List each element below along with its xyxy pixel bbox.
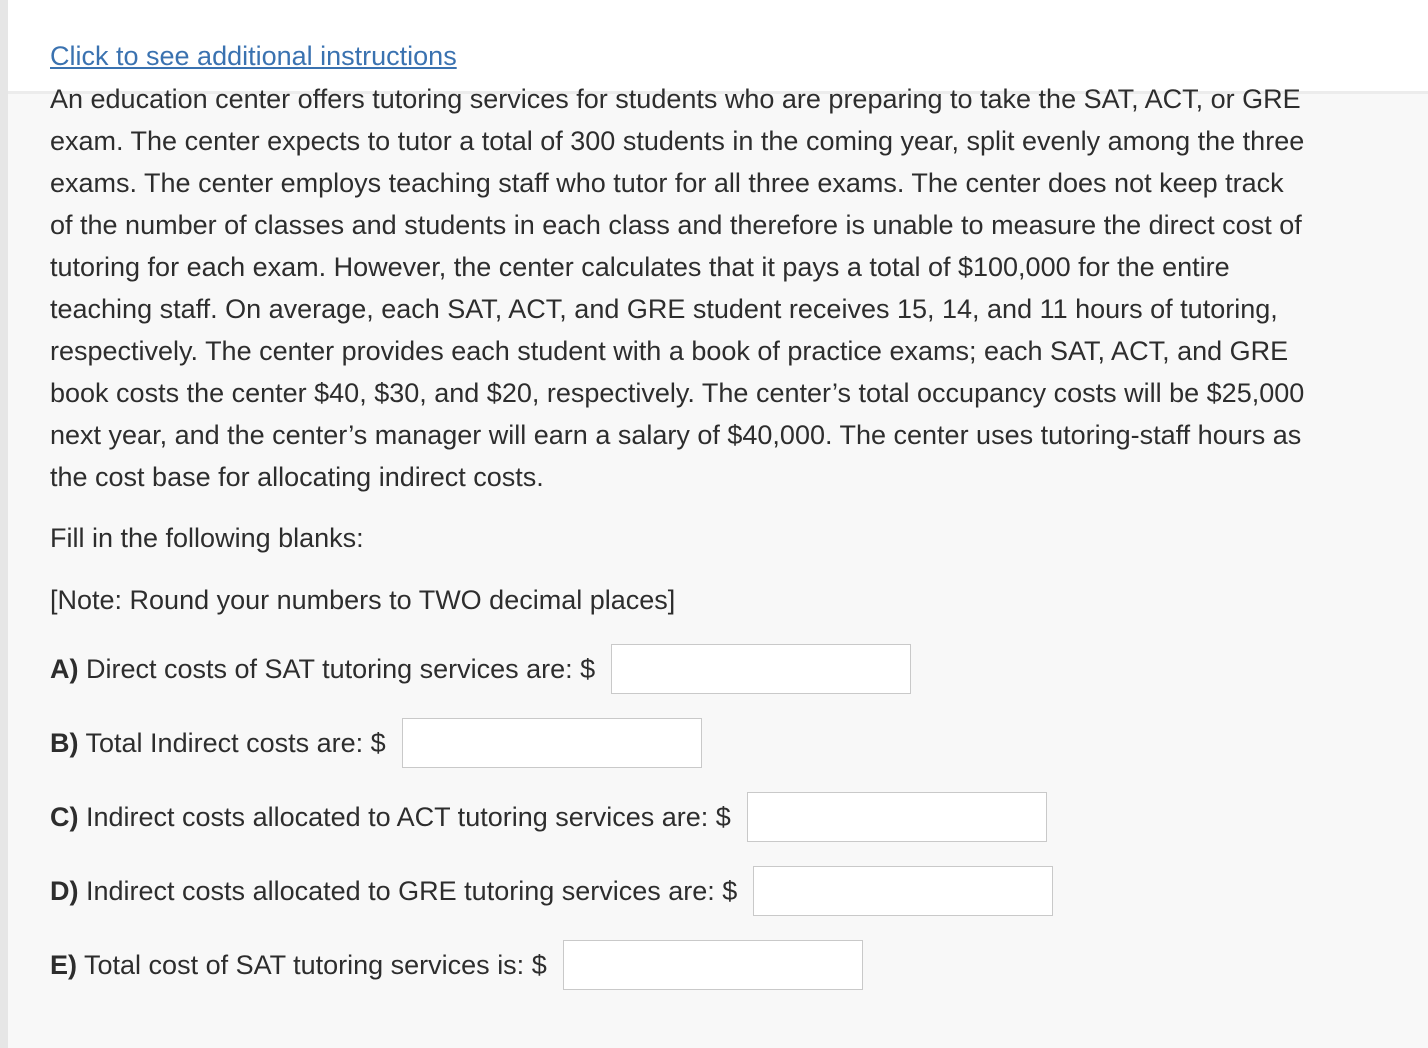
left-border — [0, 0, 8, 1048]
answer-d-input[interactable] — [753, 866, 1053, 916]
question-c-letter: C) — [50, 802, 79, 832]
question-d-text: Indirect costs allocated to GRE tutoring services are: $ — [78, 876, 738, 906]
problem-statement: An education center offers tutoring services for students who are preparing to take the SAT, ACT, or GRE exam. The center expects to tutor a total of 300 students in the coming year, split evenly among the three exams. The center employs teaching staff who tutor for all three exams. The center does not keep track of the number of classes and students in each class and therefore is unable to measure the direct cost of tutoring for each exam. However, the center calculates that it pays a total of $100,000 for the entire teaching staff. On average, each SAT, ACT, and GRE student receives 15, 14, and 11 hours of tutoring, respectively. The center provides each student with a book of practice exams; each SAT, ACT, and GRE book costs the center $40, $30, and $20, respectively. The center’s total occupancy costs will be $25,000 next year, and the center’s manager will earn a salary of $40,000. The center uses tutoring-staff hours as the cost base for allocating indirect costs. — [50, 84, 1305, 492]
question-e-text: Total cost of SAT tutoring services is: $ — [77, 950, 547, 980]
answer-e-input[interactable] — [563, 940, 863, 990]
question-d-label — [50, 873, 737, 909]
question-e — [50, 939, 863, 991]
rounding-note: [Note: Round your numbers to TWO decimal places] — [50, 585, 676, 615]
question-a-letter: A) — [50, 654, 79, 684]
question-a — [50, 643, 911, 695]
answer-a-input[interactable] — [611, 644, 911, 694]
question-a-text: Direct costs of SAT tutoring services are: $ — [78, 654, 596, 684]
question-b-letter: B) — [50, 728, 79, 758]
question-d — [50, 865, 1053, 917]
question-b — [50, 717, 702, 769]
answer-c-input[interactable] — [747, 792, 1047, 842]
question-b-text: Total Indirect costs are: $ — [78, 728, 386, 758]
question-a-label — [50, 651, 595, 687]
question-e-letter: E) — [50, 950, 77, 980]
question-b-label — [50, 725, 386, 761]
additional-instructions-link[interactable]: Click to see additional instructions — [50, 41, 457, 71]
question-d-letter: D) — [50, 876, 79, 906]
question-e-label — [50, 947, 547, 983]
answer-b-input[interactable] — [402, 718, 702, 768]
fill-blanks-label: Fill in the following blanks: — [50, 523, 364, 553]
question-c — [50, 791, 1047, 843]
question-c-label — [50, 799, 731, 835]
question-c-text: Indirect costs allocated to ACT tutoring services are: $ — [78, 802, 731, 832]
